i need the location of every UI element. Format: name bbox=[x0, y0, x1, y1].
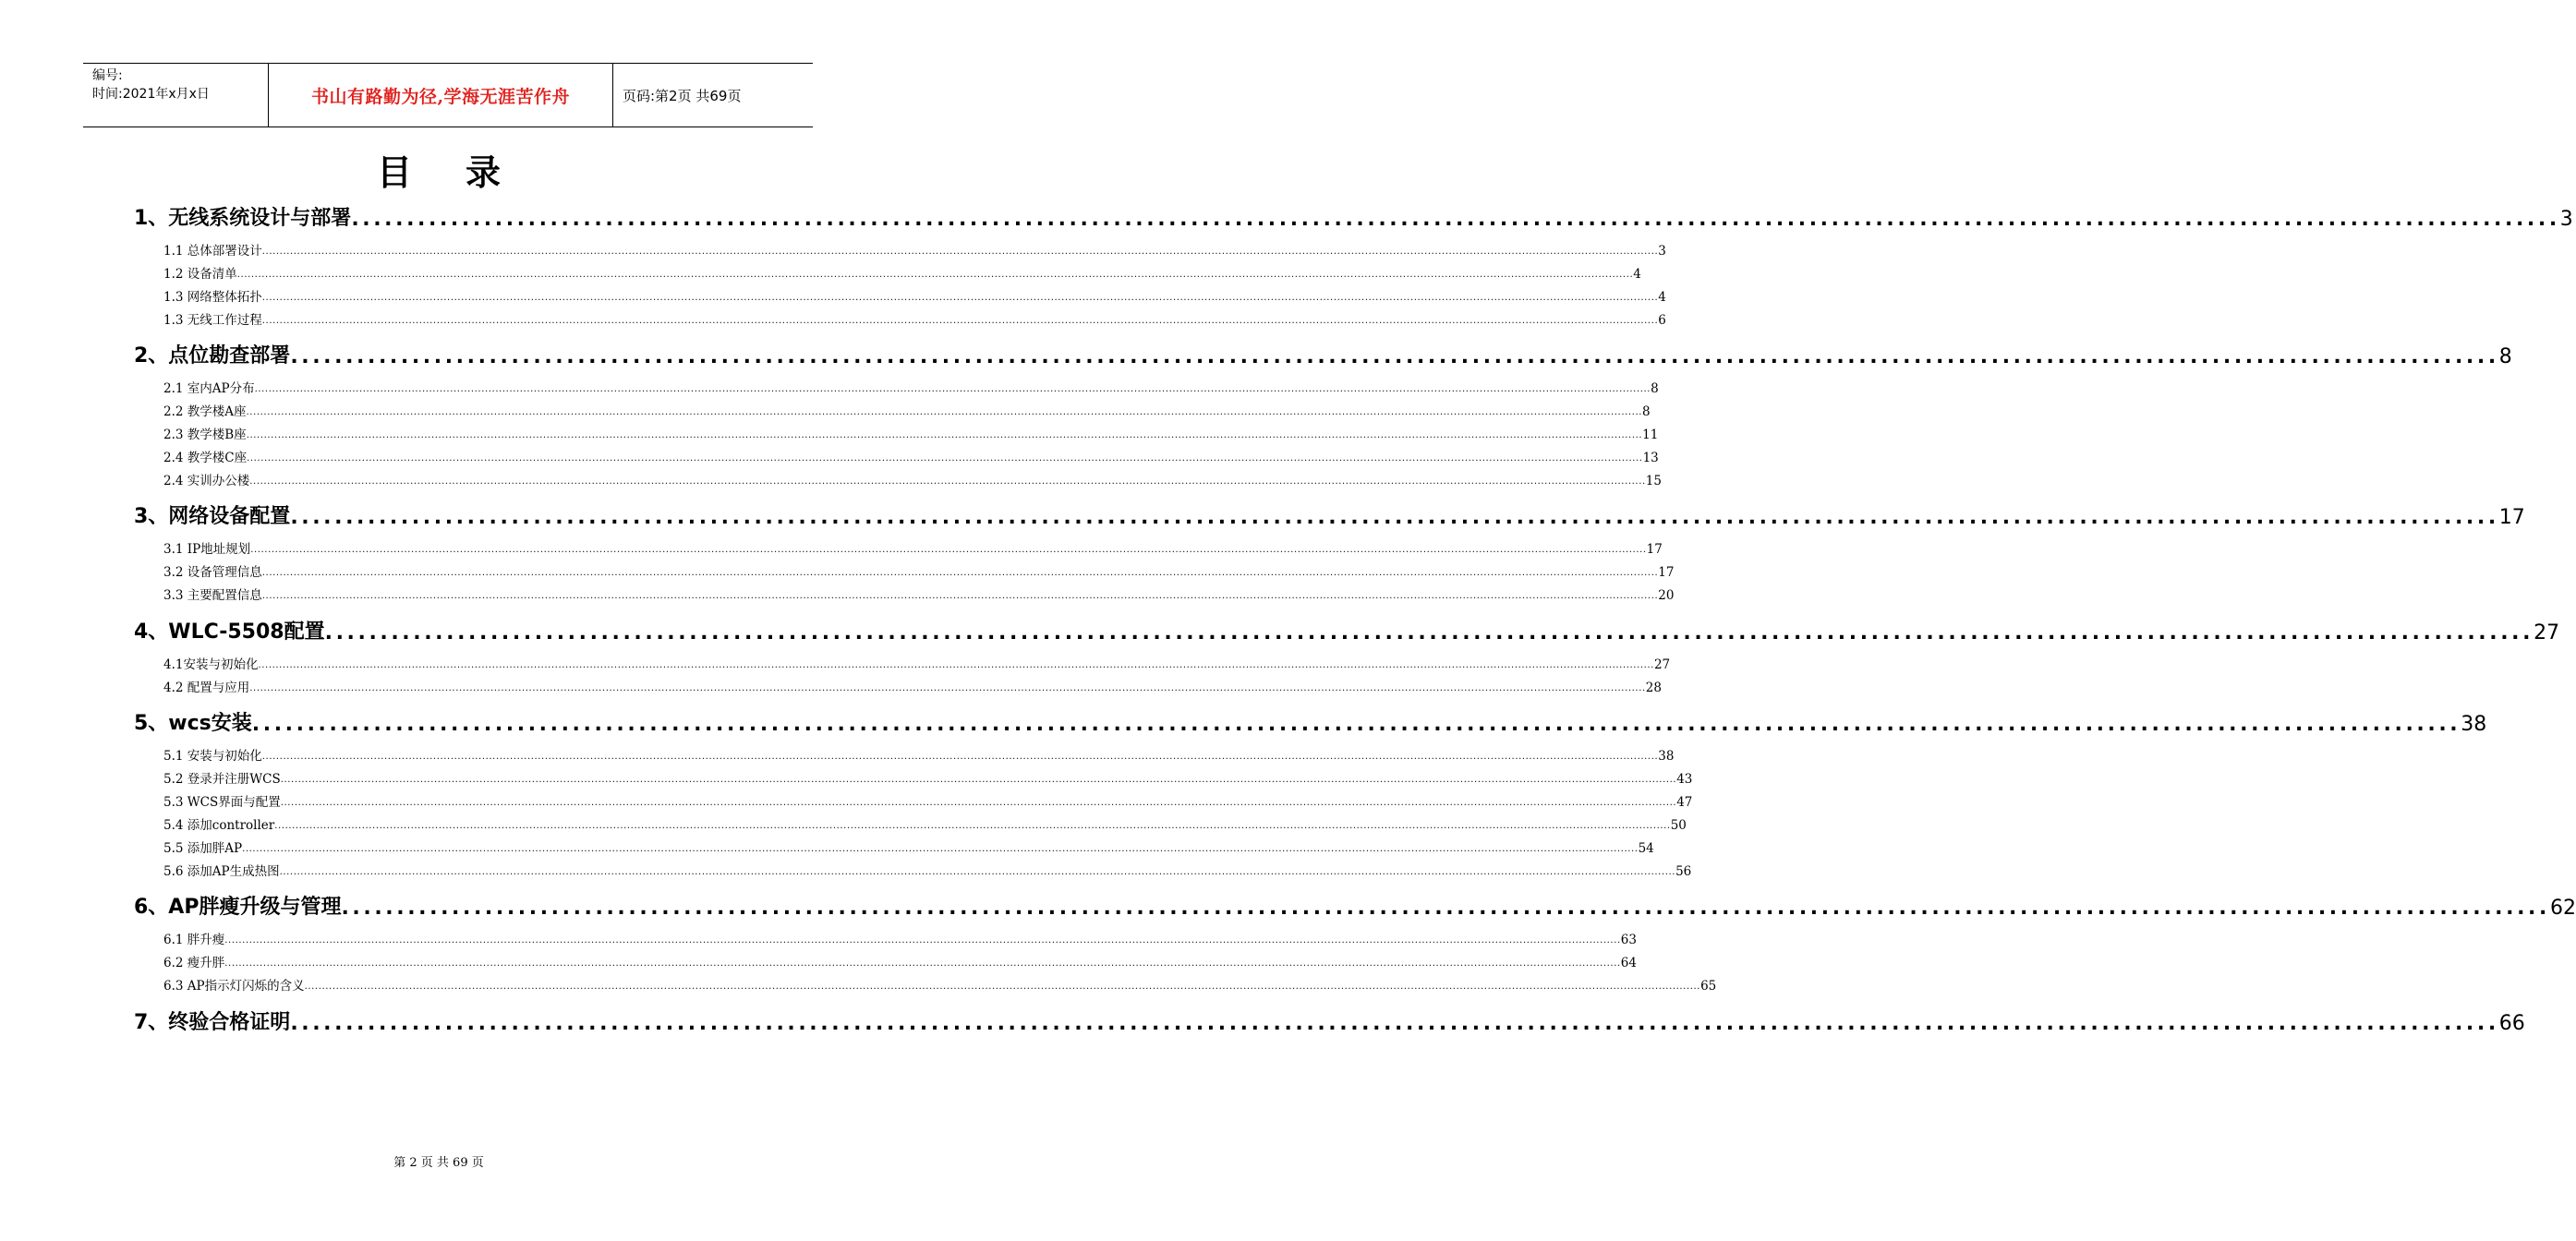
header-page-cell bbox=[613, 64, 813, 127]
toc-subsection-page: 54 bbox=[1638, 841, 1654, 856]
toc-leader-dots: ................................................................................................................................................................................................................................................................................................................................................................................................................ bbox=[261, 591, 1659, 601]
toc-section-3[interactable] bbox=[134, 501, 2525, 529]
toc-section-page: 8 bbox=[2498, 345, 2512, 368]
toc-subsection[interactable] bbox=[163, 470, 1662, 488]
toc-subsection-title: 1.1 总体部署设计 bbox=[163, 244, 262, 259]
toc-subsection-title: 1.3 无线工作过程 bbox=[163, 313, 262, 328]
toc-leader-dots: ................................................................................................................................................................................................................................................................................................................................................................................................................ bbox=[258, 660, 1654, 670]
toc-leader-dots: ................................................................................................................................................................................................................................................................................................................................................................................................................ bbox=[246, 407, 1642, 417]
header-motto: 书山有路勤为径,学海无涯苦作舟 bbox=[310, 86, 571, 107]
toc-subsection[interactable] bbox=[163, 286, 1666, 305]
toc-subsection-title: 4.1安装与初始化 bbox=[163, 657, 259, 672]
toc-section-title: 6、AP胖瘦升级与管理 bbox=[134, 896, 342, 919]
document-number-label: 编号: bbox=[92, 68, 123, 83]
header-meta-cell bbox=[83, 64, 269, 127]
toc-subsection[interactable] bbox=[163, 240, 1666, 259]
toc-leader-dots: ................................................................................................................................................................................................................................................................................................................................................................................................................ bbox=[249, 476, 1646, 487]
toc-subsection-title: 3.3 主要配置信息 bbox=[163, 588, 262, 603]
toc-leader-dots: ................................................................................................................................................................................................................................................................................................................................................................................................................ bbox=[246, 430, 1643, 440]
toc-subsection-title: 5.5 添加胖AP bbox=[163, 841, 243, 856]
toc-subsection-page: 3 bbox=[1658, 244, 1666, 259]
toc-leader-dots: ................................................................................................................................................................................................................................................................................................................................................................................................................ bbox=[279, 867, 1676, 877]
toc-subsection-title: 4.2 配置与应用 bbox=[163, 681, 250, 695]
page-footer: 第 2 页 共 69 页 bbox=[393, 1156, 484, 1170]
toc-subsection[interactable] bbox=[163, 263, 1641, 282]
toc-subsection[interactable] bbox=[163, 654, 1671, 672]
toc-section-page: 38 bbox=[2461, 713, 2487, 736]
toc-subsection[interactable] bbox=[163, 538, 1663, 557]
toc-subsection-page: 17 bbox=[1646, 542, 1663, 557]
toc-section-1[interactable] bbox=[134, 203, 2573, 231]
toc-subsection-page: 63 bbox=[1620, 933, 1637, 947]
toc-subsection-title: 3.2 设备管理信息 bbox=[163, 565, 262, 580]
toc-subsection[interactable] bbox=[163, 952, 1637, 970]
toc-subsection-page: 65 bbox=[1700, 979, 1717, 994]
toc-section-title: 4、WLC-5508配置 bbox=[134, 620, 325, 644]
toc-leader-dots: ........................................................................................................................................................................................................ bbox=[290, 1012, 2499, 1035]
toc-leader-dots: ........................................................................................................................................................................................................ bbox=[290, 345, 2499, 368]
toc-leader-dots: ........................................................................................................................................................................................................ bbox=[251, 713, 2461, 736]
toc-leader-dots: ................................................................................................................................................................................................................................................................................................................................................................................................................ bbox=[261, 752, 1659, 762]
toc-subsection-title: 5.3 WCS界面与配置 bbox=[163, 795, 281, 810]
toc-subsection[interactable] bbox=[163, 447, 1659, 465]
toc-subsection-page: 6 bbox=[1658, 313, 1666, 328]
toc-section-title: 2、点位勘查部署 bbox=[134, 344, 291, 367]
toc-section-title: 1、无线系统设计与部署 bbox=[134, 207, 352, 230]
toc-subsection-page: 43 bbox=[1676, 772, 1693, 787]
toc-subsection[interactable] bbox=[163, 768, 1693, 787]
page-header bbox=[83, 63, 813, 127]
toc-subsection-page: 4 bbox=[1658, 290, 1666, 305]
toc-subsection[interactable] bbox=[163, 837, 1654, 856]
toc-subsection[interactable] bbox=[163, 424, 1659, 442]
toc-leader-dots: ................................................................................................................................................................................................................................................................................................................................................................................................................ bbox=[280, 798, 1677, 808]
toc-section-page: 17 bbox=[2498, 506, 2525, 529]
toc-leader-dots: ................................................................................................................................................................................................................................................................................................................................................................................................................ bbox=[261, 568, 1659, 578]
toc-subsection-page: 28 bbox=[1645, 681, 1662, 695]
toc-subsection-title: 5.1 安装与初始化 bbox=[163, 749, 262, 764]
toc-subsection-page: 4 bbox=[1633, 267, 1641, 282]
toc-section-title: 7、终验合格证明 bbox=[134, 1011, 291, 1034]
toc-section-page: 62 bbox=[2549, 897, 2576, 920]
toc-subsection-page: 17 bbox=[1658, 565, 1675, 580]
toc-subsection-page: 8 bbox=[1642, 404, 1651, 419]
toc-leader-dots: ................................................................................................................................................................................................................................................................................................................................................................................................................ bbox=[242, 844, 1639, 854]
toc-subsection[interactable] bbox=[163, 561, 1675, 580]
toc-subsection[interactable] bbox=[163, 814, 1687, 833]
toc-leader-dots: ........................................................................................................................................................................................................ bbox=[351, 208, 2560, 231]
toc-subsection[interactable] bbox=[163, 677, 1662, 695]
toc-title-char-1: 目 bbox=[376, 152, 412, 193]
toc-leader-dots: ................................................................................................................................................................................................................................................................................................................................................................................................................ bbox=[250, 545, 1647, 555]
toc-leader-dots: ................................................................................................................................................................................................................................................................................................................................................................................................................ bbox=[249, 683, 1646, 693]
toc-subsection-title: 2.2 教学楼A座 bbox=[163, 404, 247, 419]
toc-subsection[interactable] bbox=[163, 401, 1651, 419]
toc-subsection-title: 6.2 瘦升胖 bbox=[163, 956, 225, 970]
toc-section-7[interactable] bbox=[134, 1007, 2525, 1035]
toc-subsection-title: 6.1 胖升瘦 bbox=[163, 933, 225, 947]
toc-subsection-page: 50 bbox=[1670, 818, 1687, 833]
toc-leader-dots: ................................................................................................................................................................................................................................................................................................................................................................................................................ bbox=[280, 775, 1677, 785]
toc-leader-dots: ................................................................................................................................................................................................................................................................................................................................................................................................................ bbox=[261, 247, 1659, 257]
toc-section-page: 66 bbox=[2498, 1012, 2525, 1035]
toc-leader-dots: ........................................................................................................................................................................................................ bbox=[341, 897, 2550, 920]
toc-leader-dots: ................................................................................................................................................................................................................................................................................................................................................................................................................ bbox=[254, 384, 1651, 394]
toc-section-5[interactable] bbox=[134, 708, 2487, 736]
toc-subsection-page: 8 bbox=[1651, 381, 1659, 396]
toc-subsection[interactable] bbox=[163, 975, 1717, 994]
toc-subsection-title: 2.4 教学楼C座 bbox=[163, 451, 248, 465]
toc-leader-dots: ................................................................................................................................................................................................................................................................................................................................................................................................................ bbox=[304, 982, 1701, 992]
header-motto-cell bbox=[269, 64, 613, 127]
toc-section-page: 3 bbox=[2559, 208, 2573, 231]
toc-subsection[interactable] bbox=[163, 378, 1659, 396]
toc-section-4[interactable] bbox=[134, 617, 2560, 645]
toc-subsection-page: 38 bbox=[1658, 749, 1675, 764]
toc-leader-dots: ................................................................................................................................................................................................................................................................................................................................................................................................................ bbox=[247, 453, 1643, 464]
toc-subsection-page: 15 bbox=[1645, 474, 1662, 488]
toc-section-2[interactable] bbox=[134, 341, 2512, 368]
toc-leader-dots: ........................................................................................................................................................................................................ bbox=[290, 506, 2499, 529]
toc-subsection-title: 5.2 登录并注册WCS bbox=[163, 772, 281, 787]
toc-subsection-page: 13 bbox=[1642, 451, 1659, 465]
toc-subsection-page: 47 bbox=[1676, 795, 1693, 810]
toc-title-char-2: 录 bbox=[466, 152, 502, 193]
toc-subsection[interactable] bbox=[163, 584, 1675, 603]
toc-section-title: 5、wcs安装 bbox=[134, 712, 252, 735]
toc-section-title: 3、网络设备配置 bbox=[134, 505, 291, 528]
toc-subsection-title: 1.2 设备清单 bbox=[163, 267, 237, 282]
toc-subsection-page: 20 bbox=[1658, 588, 1675, 603]
toc-leader-dots: ........................................................................................................................................................................................................ bbox=[324, 621, 2534, 645]
toc-section-6[interactable] bbox=[134, 892, 2576, 920]
toc-subsection-title: 5.4 添加controller bbox=[163, 818, 275, 833]
toc-subsection[interactable] bbox=[163, 929, 1637, 947]
toc-subsection-title: 2.1 室内AP分布 bbox=[163, 381, 255, 396]
document-time-label: 时间:2021年x月x日 bbox=[92, 87, 210, 102]
toc-subsection-page: 56 bbox=[1675, 864, 1692, 879]
toc-leader-dots: ................................................................................................................................................................................................................................................................................................................................................................................................................ bbox=[236, 270, 1634, 280]
toc-subsection-page: 27 bbox=[1653, 657, 1671, 672]
toc-section-page: 27 bbox=[2534, 621, 2560, 645]
toc-subsection[interactable] bbox=[163, 745, 1675, 764]
toc-title bbox=[0, 144, 877, 195]
toc-subsection-title: 3.1 IP地址规划 bbox=[163, 542, 251, 557]
toc-subsection[interactable] bbox=[163, 861, 1692, 879]
toc-leader-dots: ................................................................................................................................................................................................................................................................................................................................................................................................................ bbox=[224, 958, 1621, 969]
toc-subsection-page: 11 bbox=[1642, 428, 1659, 442]
toc-leader-dots: ................................................................................................................................................................................................................................................................................................................................................................................................................ bbox=[224, 935, 1621, 946]
toc-subsection-title: 6.3 AP指示灯闪烁的含义 bbox=[163, 979, 305, 994]
toc-subsection-title: 1.3 网络整体拓扑 bbox=[163, 290, 262, 305]
toc-subsection-page: 64 bbox=[1620, 956, 1637, 970]
toc-leader-dots: ................................................................................................................................................................................................................................................................................................................................................................................................................ bbox=[261, 316, 1659, 326]
toc-subsection[interactable] bbox=[163, 309, 1666, 328]
toc-leader-dots: ................................................................................................................................................................................................................................................................................................................................................................................................................ bbox=[274, 821, 1671, 831]
toc-subsection-title: 2.3 教学楼B座 bbox=[163, 428, 247, 442]
toc-subsection-title: 2.4 实训办公楼 bbox=[163, 474, 250, 488]
header-page-info: 页码:第2页 共69页 bbox=[623, 87, 742, 104]
toc-leader-dots: ................................................................................................................................................................................................................................................................................................................................................................................................................ bbox=[261, 293, 1659, 303]
toc-subsection[interactable] bbox=[163, 791, 1693, 810]
toc-subsection-title: 5.6 添加AP生成热图 bbox=[163, 864, 280, 879]
